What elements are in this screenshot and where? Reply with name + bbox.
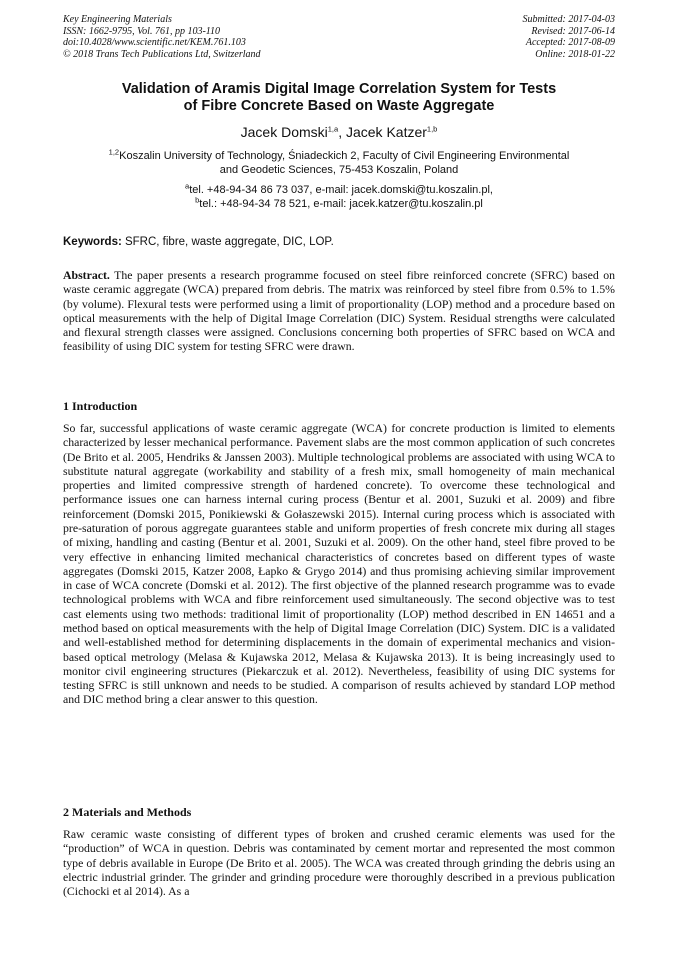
- author-separator: ,: [338, 124, 346, 140]
- contact-info: [63, 183, 615, 211]
- online-date: Online: 2018-01-22: [535, 48, 615, 60]
- paper-title: [63, 81, 615, 115]
- abstract-label: Abstract.: [63, 268, 110, 282]
- contact-b-sup: b: [195, 195, 200, 205]
- author-1: Jacek Domski: [240, 124, 328, 140]
- author-list: [63, 124, 615, 140]
- submitted-date: Submitted: 2017-04-03: [522, 14, 615, 25]
- contact-a-sup: a: [185, 181, 190, 191]
- journal-doi: doi:10.4028/www.scientific.net/KEM.761.103: [63, 37, 246, 48]
- dates-header: [523, 14, 616, 60]
- title-line-1: Validation of Aramis Digital Image Correlation System for Tests: [121, 81, 557, 97]
- keywords-text: SFRC, fibre, waste aggregate, DIC, LOP.: [121, 236, 334, 248]
- journal-header: [63, 14, 261, 60]
- keywords-label: Keywords:: [63, 236, 122, 248]
- revised-date: Revised: 2017-06-14: [531, 25, 615, 37]
- affiliation-sup: 1,2: [108, 147, 120, 157]
- author-1-sup: 1,a: [327, 124, 339, 134]
- materials-text: Raw ceramic waste consisting of different types of broken and crushed ceramic elements was used for the “production” of WCA in question. Debris was contaminated by cement mortar and represented the most common type of debris available in Europe (De Brito et al. 2005). The WCA was created through grinding the debris using an electric industrial grinder. The grinder and grinding procedure were thoroughly described in a previous publication (Cichocki et al 2014). As a: [63, 827, 615, 899]
- title-line-2: of Fibre Concrete Based on Waste Aggregate: [183, 98, 495, 114]
- abstract: [63, 268, 615, 354]
- journal-issn: ISSN: 1662-9795, Vol. 761, pp 103-110: [63, 25, 221, 37]
- affiliation: [63, 149, 615, 177]
- author-2-sup: 1,b: [426, 124, 438, 134]
- contact-b: tel.: +48-94-34 78 521, e-mail: jacek.katzer@tu.koszalin.pl: [199, 198, 483, 210]
- introduction-heading: 1 Introduction: [63, 399, 138, 413]
- contact-a: tel. +48-94-34 86 73 037, e-mail: jacek.domski@tu.koszalin.pl,: [189, 184, 493, 196]
- abstract-text: The paper presents a research programme focused on steel fibre reinforced concrete (SFRC) based on waste ceramic aggregate (WCA) prepared from debris. The matrix was reinforced by steel fibre from 0.5% to 1.5% (by volume). Flexural tests were performed using a limit of proportionality (LOP) method and a procedure based on optical measurements with the help of Digital Image Correlation (DIC) System. Residual strengths were calculated and flexural strength classes were assigned. Conclusions concerning both properties of SFRC based on WCA and feasibility of using DIC system for testing SFRC were drawn.: [63, 268, 615, 354]
- journal-copyright: © 2018 Trans Tech Publications Ltd, Switzerland: [63, 48, 261, 60]
- introduction-text: So far, successful applications of waste ceramic aggregate (WCA) for concrete production is limited to elements characterized by lesser mechanical performance. Pavement slabs are the most common application of such concretes (De Brito et al. 2005, Hendriks & Janssen 2003). Multiple technological problems are associated with using WCA to substitute natural aggregate (workability and stability of a fresh mix, small homogeneity of main mechanical properties and limited compressive strength of hardened concrete). To overcome these technological and performance issues one can harness internal curing process (Bentur et al. 2001, Suzuki et al. 2009) and fibre reinforcement (Domski 2015, Ponikiewski & Gołaszewski 2015). Internal curing process which is associated with pre-saturation of porous aggregate guarantees stable and uniform properties of fresh concrete mix during all stages of mixing, handling and casting (Bentur et al. 2001, Suzuki et al. 2009). On the other hand, steel fibre proved to be very effective in enhancing limited mechanical characteristics of concretes based on different types of waste aggregates (Domski 2015, Katzer 2008, Łapko & Grygo 2014) and thus promising achieving similar improvement in case of WCA concrete (Domski et al. 2012). The first objective of the planned research programme was to evade technological problems with WCA and fibre reinforcement used simultaneously. The second objective was to test cast elements using two methods: traditional limit of proportionality (LOP) method described in EN 14651 and a method based on optical measurements with the help of Digital Image Correlation (DIC) System. DIC is a validated and well-established method for determining displacements in the domain of experimental mechanics and vision-based optical metrology (Melasa & Kujawska 2012, Melasa & Kujawska 2013). It is being increasingly used to monitor civil engineering structures (Piekarczuk et al. 2012). Nevertheless, feasibility of using DIC systems for testing SFRC is still unknown and needs to be studied. A comparison of results achieved by standard LOP method and DIC method bring a clear answer to this question.: [63, 421, 615, 707]
- journal-name: Key Engineering Materials: [63, 14, 172, 25]
- affiliation-line-1: Koszalin University of Technology, Śniadeckich 2, Faculty of Civil Engineering Environmental: [119, 150, 570, 162]
- accepted-date: Accepted: 2017-08-09: [525, 37, 615, 48]
- affiliation-line-2: and Geodetic Sciences, 75-453 Koszalin, Poland: [219, 164, 459, 176]
- keywords: [63, 235, 615, 249]
- author-2: Jacek Katzer: [345, 124, 427, 140]
- materials-heading: 2 Materials and Methods: [63, 805, 192, 819]
